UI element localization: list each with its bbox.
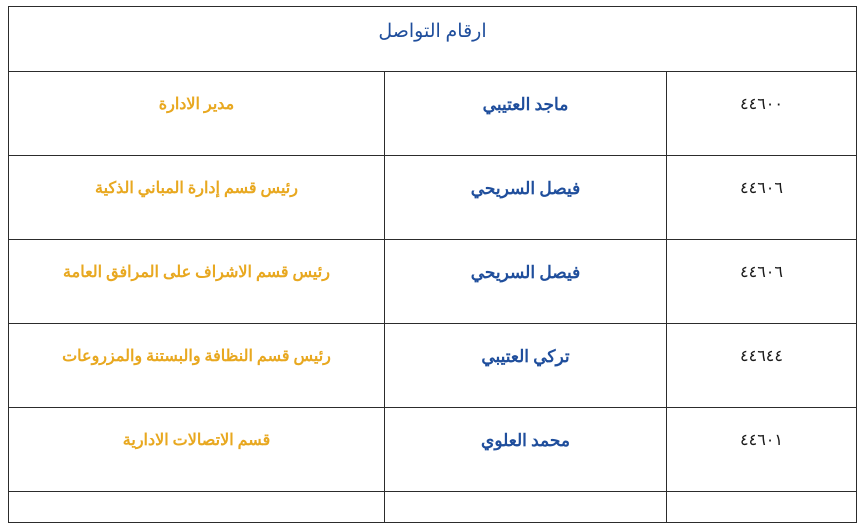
role-cell	[9, 240, 385, 324]
table-row	[9, 240, 857, 324]
table-footer-row	[9, 492, 857, 523]
role-value: مدير الادارة	[158, 95, 235, 113]
phone-cell	[667, 240, 857, 324]
name-cell	[385, 408, 667, 492]
role-value: قسم الاتصالات الادارية	[122, 431, 271, 449]
table-row	[9, 324, 857, 408]
phone-value: ٤٤٦٠٦	[740, 179, 783, 197]
phone-value: ٤٤٦٤٤	[740, 347, 783, 365]
name-cell	[385, 324, 667, 408]
name-cell	[385, 72, 667, 156]
role-cell-empty	[9, 492, 385, 523]
name-value: تركي العتيبي	[481, 346, 570, 366]
table-row	[9, 408, 857, 492]
role-value: رئيس قسم النظافة والبستنة والمزروعات	[62, 347, 331, 365]
name-value: فيصل السريحي	[470, 178, 581, 198]
role-value: رئيس قسم إدارة المباني الذكية	[95, 179, 298, 197]
phone-cell-empty	[667, 492, 857, 523]
name-cell-empty	[385, 492, 667, 523]
name-value: محمد العلوي	[481, 430, 570, 450]
phone-cell	[667, 324, 857, 408]
role-cell	[9, 72, 385, 156]
table-title-cell	[9, 7, 857, 72]
phone-cell	[667, 408, 857, 492]
table-title-row	[9, 7, 857, 72]
page-title: ارقام التواصل	[378, 20, 487, 42]
name-cell	[385, 240, 667, 324]
name-cell	[385, 156, 667, 240]
phone-cell	[667, 156, 857, 240]
phone-value: ٤٤٦٠١	[740, 431, 783, 449]
role-value: رئيس قسم الاشراف على المرافق العامة	[63, 263, 330, 281]
phone-value: ٤٤٦٠٦	[740, 263, 783, 281]
table-row	[9, 72, 857, 156]
name-value: فيصل السريحي	[470, 262, 581, 282]
table-row	[9, 156, 857, 240]
phone-value: ٤٤٦٠٠	[740, 95, 783, 113]
contact-numbers-table	[8, 6, 857, 523]
role-cell	[9, 324, 385, 408]
phone-cell	[667, 72, 857, 156]
role-cell	[9, 408, 385, 492]
name-value: ماجد العتيبي	[482, 94, 569, 114]
role-cell	[9, 156, 385, 240]
